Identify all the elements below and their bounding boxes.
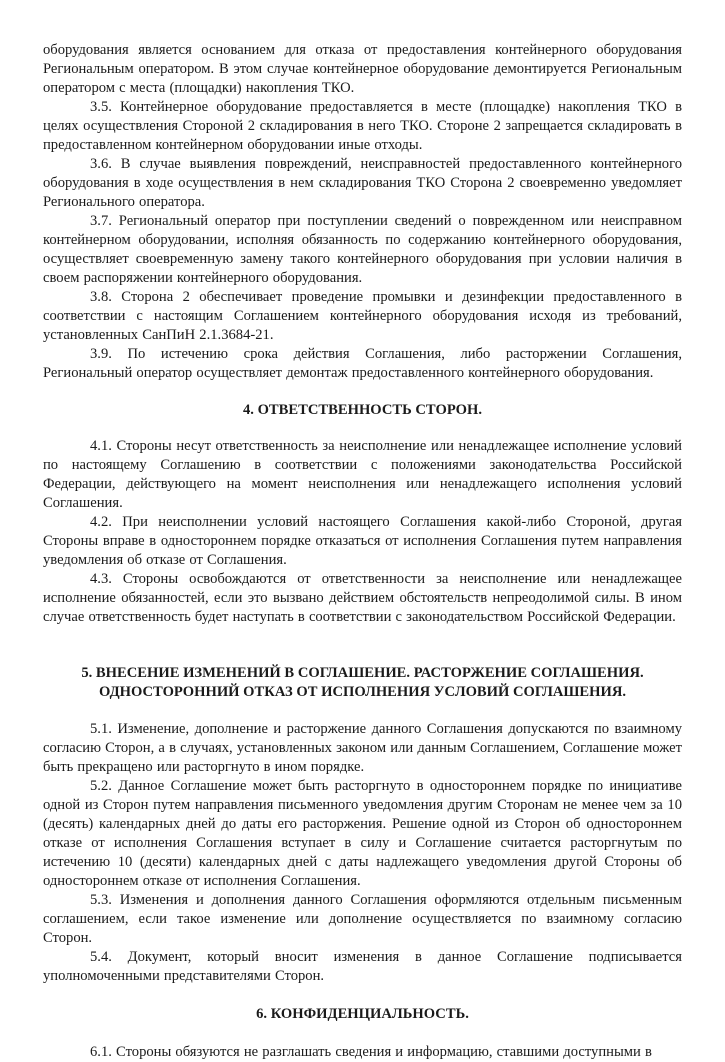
- paragraph-4-2: 4.2. При неисполнении условий настоящего Соглашения какой-либо Стороной, другая Стороны вправе в одностороннем порядке отказаться от исполнения Соглашения путем направления уведомления об отказе от Соглашения.: [43, 514, 682, 568]
- paragraph-3-8: 3.8. Сторона 2 обеспечивает проведение промывки и дезинфекции предоставленного в соответствии с настоящим Соглашением контейнерного оборудования исходя из требований, установленных СанПиН 2.1.3684-21.: [43, 289, 682, 343]
- paragraph-5-1: 5.1. Изменение, дополнение и расторжение данного Соглашения допускаются по взаимному согласию Сторон, а в случаях, установленных законом или данным Соглашением, Соглашение может быть прекращено или расторгнуто в ином порядке.: [43, 721, 682, 775]
- paragraph-3-9: 3.9. По истечению срока действия Соглашения, либо расторжении Соглашения, Региональный оператор осуществляет демонтаж предоставленного контейнерного оборудования.: [43, 346, 682, 381]
- section-heading-responsibility: 4. ОТВЕТСТВЕННОСТЬ СТОРОН.: [242, 402, 483, 418]
- paragraph-4-1: 4.1. Стороны несут ответственность за неисполнение или ненадлежащее исполнение условий по настоящему Соглашению в соответствии с положениями законодательства Российской Федерации, действующего на момент неисполнения или ненадлежащего исполнения условий Соглашения.: [43, 438, 682, 511]
- paragraph-3-7: 3.7. Региональный оператор при поступлении сведений о поврежденном или неисправном контейнерном оборудовании, исполняя обязанность по содержанию контейнерного оборудования, осуществляет своевременную замену такого контейнерного оборудования при условии наличия в своем распоряжении контейнерного оборудования.: [43, 213, 682, 286]
- section-heading-confidentiality: 6. КОНФИДЕНЦИАЛЬНОСТЬ.: [256, 1006, 469, 1022]
- paragraph-5-4: 5.4. Документ, который вносит изменения в данное Соглашение подписывается уполномоченными представителями Сторон.: [43, 949, 682, 984]
- paragraph-6-1: 6.1. Стороны обязуются не разглашать сведения и информацию, ставшими доступными в: [90, 1044, 652, 1060]
- paragraph-5-3: 5.3. Изменения и дополнения данного Соглашения оформляются отдельным письменным соглашением, если такое изменение или дополнение осуществляется по взаимному согласию Сторон.: [43, 892, 682, 946]
- section-heading-amendments: 5. ВНЕСЕНИЕ ИЗМЕНЕНИЙ В СОГЛАШЕНИЕ. РАСТОРЖЕНИЕ СОГЛАШЕНИЯ. ОДНОСТОРОННИЙ ОТКАЗ ОТ ИСПОЛНЕНИЯ УСЛОВИЙ СОГЛАШЕНИЯ.: [81, 665, 644, 700]
- paragraph-4-3: 4.3. Стороны освобождаются от ответственности за неисполнение или ненадлежащее исполнение обязанностей, если это вызвано действием обстоятельств непреодолимой силы. В ином случае ответственность будет наступать в соответствии с законодательством Российской Федерации.: [43, 571, 682, 625]
- paragraph-3-6: 3.6. В случае выявления повреждений, неисправностей предоставленного контейнерного оборудования в ходе осуществления в нем складирования ТКО Сторона 2 своевременно уведомляет Регионального оператора.: [43, 156, 682, 210]
- paragraph-continuation: оборудования является основанием для отказа от предоставления контейнерного оборудования Региональным оператором. В этом случае контейнерное оборудование демонтируется Региональным оператором с места (площадки) накопления ТКО.: [43, 42, 682, 96]
- paragraph-3-5: 3.5. Контейнерное оборудование предоставляется в месте (площадке) накопления ТКО в целях осуществления Стороной 2 складирования в него ТКО. Стороне 2 запрещается складировать в предоставленном контейнерном оборудовании иные отходы.: [43, 99, 682, 153]
- paragraph-5-2: 5.2. Данное Соглашение может быть расторгнуто в одностороннем порядке по инициативе одной из Сторон путем направления письменного уведомления другим Сторонам не менее чем за 10 (десять) календарных дней до даты его расторжения. Решение одной из Сторон об одностороннем отказе от исполнения Соглашения вступает в силу и Соглашение считается расторгнутым по истечению 10 (десяти) календарных дней с даты надлежащего уведомления другой Стороны об одностороннем отказе от исполнения Соглашения.: [43, 778, 682, 889]
